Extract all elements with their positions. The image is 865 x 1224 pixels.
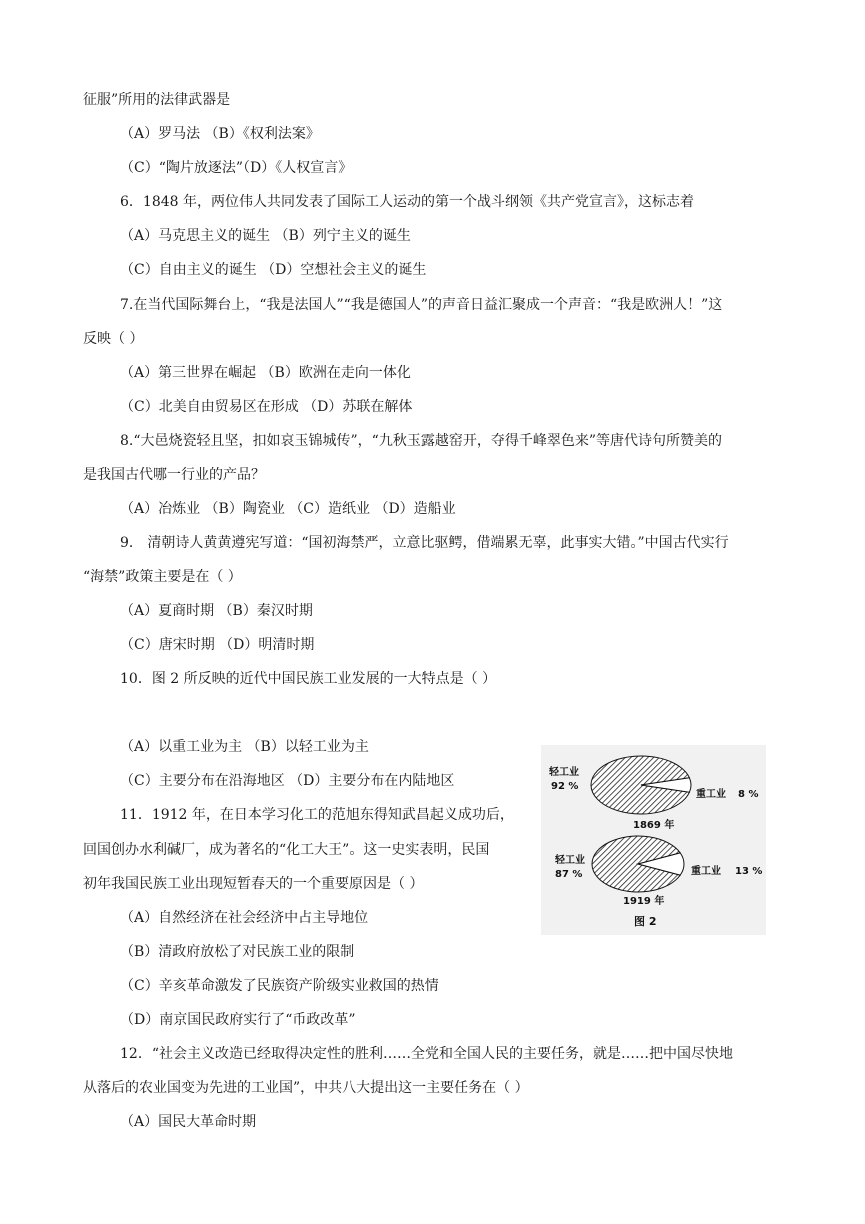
option-line: （C）唐宋时期 （D）明清时期	[120, 637, 315, 653]
option-line: （A）马克思主义的诞生 （B）列宁主义的诞生	[120, 228, 411, 244]
option-line: （A）夏商时期 （B）秦汉时期	[120, 603, 313, 619]
text-line: 回国创办水利碱厂，成为著名的“化工大王”。这一史实表明，民国	[83, 842, 490, 858]
question-12: 12．“社会主义改造已经取得决定性的胜利……全党和全国人民的主要任务，就是……把中国尽快地	[120, 1046, 733, 1062]
option-line: （C）“陶片放逐法”（D）《人权宣言》	[120, 160, 353, 176]
option-line: （A）自然经济在社会经济中占主导地位	[120, 910, 369, 926]
figure-2-pie-charts	[541, 745, 766, 935]
text-line: 从落后的农业国变为先进的工业国”，中共八大提出这一主要任务在（ ）	[83, 1080, 529, 1096]
pie-1869	[548, 756, 758, 831]
option-line: （C）北美自由贸易区在形成 （D）苏联在解体	[120, 399, 413, 415]
question-10: 10．图 2 所反映的近代中国民族工业发展的一大特点是（ ）	[120, 671, 497, 687]
option-line: （B）清政府放松了对民族工业的限制	[120, 944, 355, 960]
option-line: （A）以重工业为主 （B）以轻工业为主	[120, 739, 369, 755]
pie-1919	[554, 836, 762, 907]
option-line: （C）自由主义的诞生 （D）空想社会主义的诞生	[120, 262, 427, 278]
text-line: “海禁”政策主要是在（ ）	[83, 569, 242, 585]
question-9: 9． 清朝诗人黄黄遵宪写道：“国初海禁严，立意比驱鳄，借端累无辜，此事实大错。”中国古代实行	[120, 535, 729, 551]
pie-1869-light-value: 92 %	[551, 781, 579, 792]
pie-1869-heavy-label: 重工业	[696, 789, 726, 800]
pie-1919-heavy-label: 重工业	[691, 866, 721, 877]
pie-1919-heavy-value: 13 %	[735, 866, 763, 877]
question-8: 8.“大邑烧瓷轻且坚，扣如哀玉锦城传”，“九秋玉露越窑开，夺得千峰翠色来”等唐代诗句所赞美的	[120, 433, 722, 449]
text-line: 初年我国民族工业出现短暂春天的一个重要原因是（ ）	[83, 876, 424, 892]
question-6: 6．1848 年，两位伟人共同发表了国际工人运动的第一个战斗纲领《共产党宣言》，这标志着	[120, 194, 694, 210]
option-line: （A）罗马法 （B）《权利法案》	[120, 126, 320, 142]
pie-1869-year: 1869 年	[633, 820, 675, 831]
pie-1919-year: 1919 年	[623, 896, 665, 907]
option-line: （A）国民大革命时期	[120, 1114, 257, 1130]
pie-1869-light-label: 轻工业	[549, 767, 579, 778]
pie-1869-heavy-value: 8 %	[738, 789, 759, 800]
text-line: 反映（ ）	[83, 331, 144, 347]
option-line: （C）主要分布在沿海地区 （D）主要分布在内陆地区	[120, 773, 455, 789]
option-line: （A）冶炼业 （B）陶瓷业 （C）造纸业 （D）造船业	[120, 501, 456, 517]
option-line: （D）南京国民政府实行了“币政改革”	[120, 1012, 356, 1028]
pie-1919-light-label: 轻工业	[555, 855, 585, 866]
question-11: 11．1912 年，在日本学习化工的范旭东得知武昌起义成功后，	[120, 807, 514, 823]
figure-caption: 图 2	[634, 915, 657, 928]
text-line: 征服”所用的法律武器是	[83, 92, 231, 108]
text-line: 是我国古代哪一行业的产品？	[83, 467, 265, 483]
option-line: （A）第三世界在崛起 （B）欧洲在走向一体化	[120, 365, 411, 381]
option-line: （C）辛亥革命激发了民族资产阶级实业救国的热情	[120, 978, 439, 994]
pie-1919-light-value: 87 %	[555, 869, 583, 880]
question-7: 7.在当代国际舞台上，“我是法国人”“我是德国人”的声音日益汇聚成一个声音：“我是欧洲人！”这	[120, 297, 723, 313]
figure-2-svg	[541, 745, 766, 935]
